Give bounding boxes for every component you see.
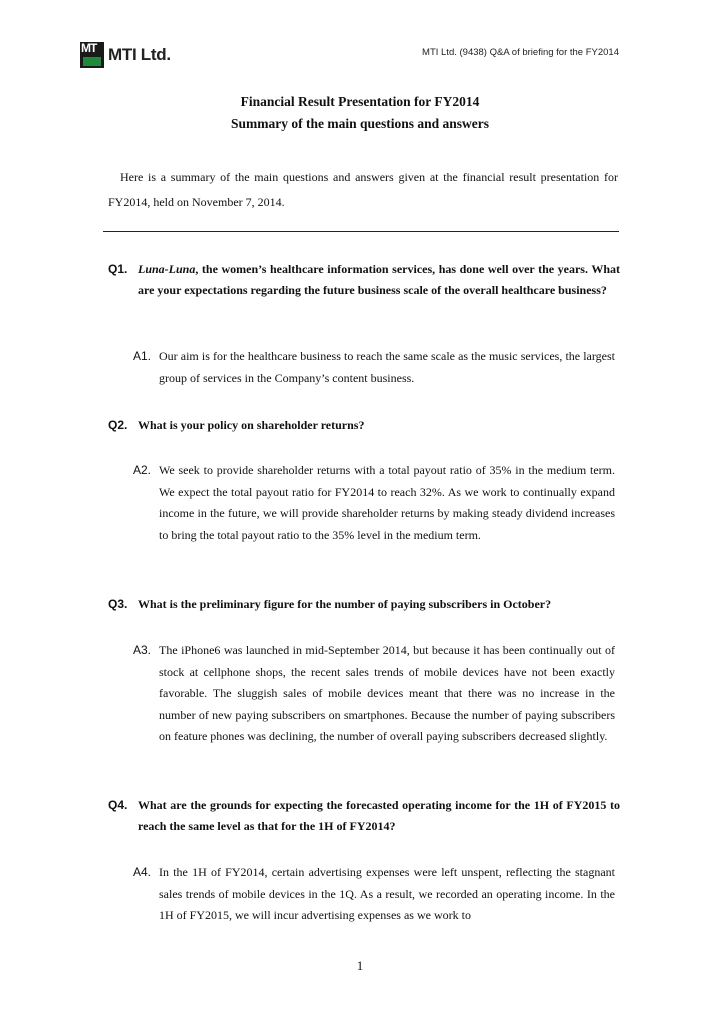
question-tag: Q2. (108, 418, 128, 432)
question-text-rest: , the women’s healthcare information services, has done well over the years. What are your expectations regarding the future business scale of the overall healthcare business? (138, 262, 620, 297)
question-tag: Q1. (108, 262, 128, 276)
question-2 (108, 415, 620, 436)
answer-3 (133, 640, 615, 748)
answer-text: We seek to provide shareholder returns with a total payout ratio of 35% in the medium term. We expect the total payout ratio for FY2014 to reach 32%. As we work to continually expand income in the future, we will provide shareholder returns by making steady dividend increases to bring the total payout ratio to the 35% level in the medium term. (159, 463, 615, 542)
intro-paragraph: Here is a summary of the main questions and answers given at the financial result presentation for FY2014, held on November 7, 2014. (108, 170, 618, 209)
answer-2 (133, 460, 615, 546)
answer-tag: A2. (133, 463, 152, 477)
question-text: What are the grounds for expecting the forecasted operating income for the 1H of FY2015 to reach the same level as that for the 1H of FY2014? (138, 798, 620, 833)
question-4 (108, 795, 620, 837)
answer-text: The iPhone6 was launched in mid-September 2014, but because it has been continually out of stock at cellphone shops, the recent sales trends of mobile devices have not been exactly favorable. The sluggish sales of mobile devices meant that there was no increase in the number of new paying subscribers on smartphones. Because the number of paying subscribers on feature phones was declining, the number of overall paying subscribers decreased slightly. (159, 643, 615, 743)
question-text (108, 259, 620, 301)
page-number: 1 (356, 958, 364, 973)
question-1 (108, 259, 620, 301)
answer-1 (133, 346, 615, 389)
service-name: Luna-Luna (138, 262, 196, 276)
question-text: What is the preliminary figure for the number of paying subscribers in October? (138, 597, 552, 611)
question-text: What is your policy on shareholder returns? (138, 418, 365, 432)
question-tag: Q3. (108, 597, 128, 611)
answer-tag: A1. (133, 349, 152, 363)
divider (103, 231, 619, 232)
answer-text: In the 1H of FY2014, certain advertising expenses were left unspent, reflecting the stagnant sales trends of mobile devices in the 1Q. As a result, we recorded an operating income. In the 1H of FY2015, we will incur advertising expenses as we work to (159, 865, 615, 922)
answer-text: Our aim is for the healthcare business to reach the same scale as the music services, the largest group of services in the Company’s content business. (159, 349, 615, 385)
document-title: Financial Result Presentation for FY2014 (240, 94, 480, 109)
company-logo (80, 40, 180, 70)
question-tag: Q4. (108, 798, 128, 812)
answer-tag: A3. (133, 643, 152, 657)
question-3 (108, 594, 620, 615)
logo-mark-icon (80, 42, 104, 68)
logo-green-block (83, 57, 101, 66)
answer-tag: A4. (133, 865, 152, 879)
logo-text: MTI Ltd. (108, 45, 171, 64)
document-subtitle: Summary of the main questions and answers (230, 116, 490, 131)
answer-4 (133, 862, 615, 927)
running-header: MTI Ltd. (9438) Q&A of briefing for the FY2014 (422, 47, 619, 58)
logo-mark-letters: MT (81, 41, 97, 55)
